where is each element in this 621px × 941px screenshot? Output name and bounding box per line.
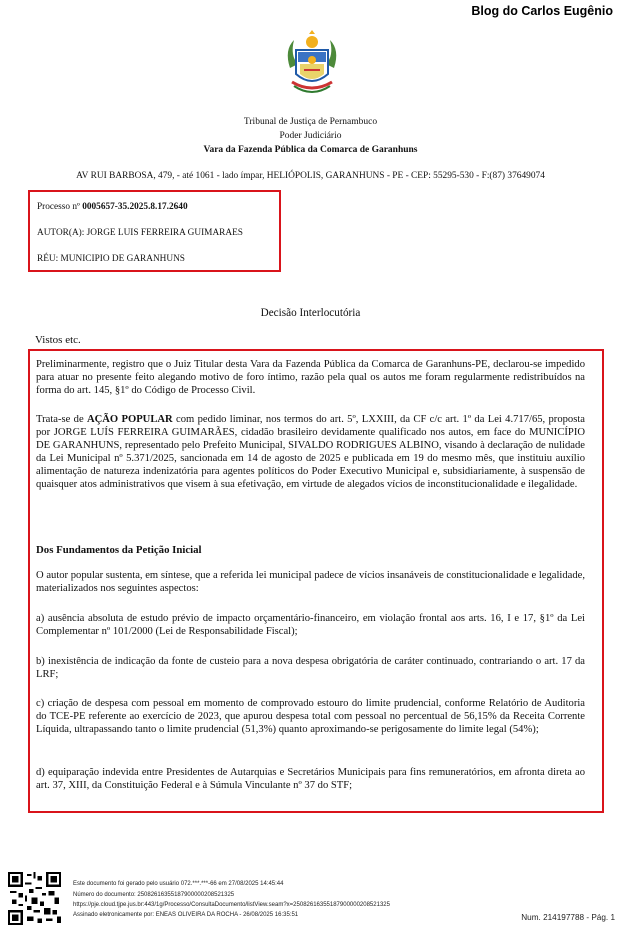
qr-code-icon (8, 872, 61, 925)
vistos-text: Vistos etc. (35, 334, 81, 346)
item-c: c) criação de despesa com pessoal em momento de comprovado estouro do limite prudencial, conforme Relatório de Auditoria do TCE-PE referente ao exercício de 2023, que apurou despesa total com pessoal no percentual de 56,15% da Receita Corrente Líquida, ultrapassando tanto o limite prudencial (51,3%) quanto aproximando-se perigosamente do limite legal (54%); (36, 698, 585, 735)
p2-rest: com pedido liminar, nos termos do art. 5º, LXXIII, da CF c/c art. 1º da Lei 4.717/65, proposta por JORGE LUÍS FERREIRA GUIMARÃES, cidadão brasileiro devidamente qualificado nos autos, em face do MUNICÍPIO DE GARANHUNS, representado pelo Prefeito Municipal, SIVALDO RODRIGUES ALBINO, visando à declaração de nulidade da Lei Municipal nº 5.371/2025, sancionada em 14 de agosto de 2025 e publicada em 19 do mesmo mês, que instituiu auxílio alimentação de natureza indenizatória para agentes políticos do Poder Executivo Municipal e, subsidiariamente, à suspensão de quaisquer atos administrativos que visem à sua efetivação, em virtude de alegados vícios de inconstitucionalidade e ilegalidade. (36, 414, 585, 490)
court-address: AV RUI BARBOSA, 479, - até 1061 - lado ímpar, HELIÓPOLIS, GARANHUNS - PE - CEP: 55295-530 - F:(87) 37649074 (76, 171, 545, 181)
case-plaintiff: AUTOR(A): JORGE LUIS FERREIRA GUIMARAES (37, 228, 243, 238)
decision-body-box (28, 349, 604, 813)
court-name: Tribunal de Justiça de Pernambuco (243, 117, 378, 127)
action-type: AÇÃO POPULAR (86, 414, 173, 425)
case-number: 0005657-35.2025.8.17.2640 (82, 202, 188, 212)
footer-signature: Assinado eletronicamente por: ENEAS OLIVEIRA DA ROCHA - 26/08/2025 16:35:51 (73, 912, 299, 918)
court-division: Vara da Fazenda Pública da Comarca de Garanhuns (203, 145, 418, 155)
case-number-label: Processo nº (37, 202, 83, 212)
item-a: a) ausência absoluta de estudo prévio de impacto orçamentário-financeiro, em violação frontal aos arts. 16, I e 17, §1º da Lei Complementar nº 101/2000 (Lei de Responsabilidade Fiscal); (36, 613, 585, 637)
court-branch: Poder Judiciário (279, 131, 342, 141)
blog-watermark: Blog do Carlos Eugênio (471, 4, 613, 18)
case-defendant: RÉU: MUNICIPIO DE GARANHUNS (37, 254, 185, 264)
decision-title: Decisão Interlocutória (260, 307, 361, 319)
p2-intro: Trata-se de (36, 414, 87, 425)
paragraph-case-description (36, 414, 585, 491)
footer-generated-by: Este documento foi gerado pelo usuário 072.***.***-66 em 27/08/2025 14:45:44 (73, 881, 284, 887)
footer-document-number: Número do documento: 25082616355187900000208521325 (73, 892, 235, 898)
pernambuco-crest-icon (282, 30, 342, 100)
case-info-box (28, 190, 281, 272)
footer-url[interactable]: https://pje.cloud.tjpe.jus.br:443/1g/Processo/ConsultaDocumento/listView.seam?x=25082616355187900000208521325 (73, 902, 390, 908)
case-number-line (37, 202, 188, 212)
item-b: b) inexistência de indicação da fonte de custeio para a nova despesa obrigatória de caráter continuado, contrariando o art. 17 da LRF; (36, 656, 585, 680)
section-heading: Dos Fundamentos da Petição Inicial (36, 544, 202, 556)
paragraph-preliminary: Preliminarmente, registro que o Juiz Titular desta Vara da Fazenda Pública da Comarca de Garanhuns-PE, declarou-se impedido para atuar no presente feito alegando motivo de foro íntimo, razão pela qual os autos me foram regularmente redistribuídos na forma do art. 145, §1º do Código de Processo Civil. (36, 359, 585, 396)
paragraph-summary: O autor popular sustenta, em síntese, que a referida lei municipal padece de vícios insanáveis de constitucionalidade e legalidade, materializados nos seguintes aspectos: (36, 570, 585, 594)
item-d: d) equiparação indevida entre Presidentes de Autarquias e Secretários Municipais para fins remuneratórios, em afronta direta ao art. 37, XIII, da Constituição Federal e à Súmula Vinculante nº 37 do STF; (36, 767, 585, 791)
page-number: Num. 214197788 - Pág. 1 (521, 913, 615, 922)
